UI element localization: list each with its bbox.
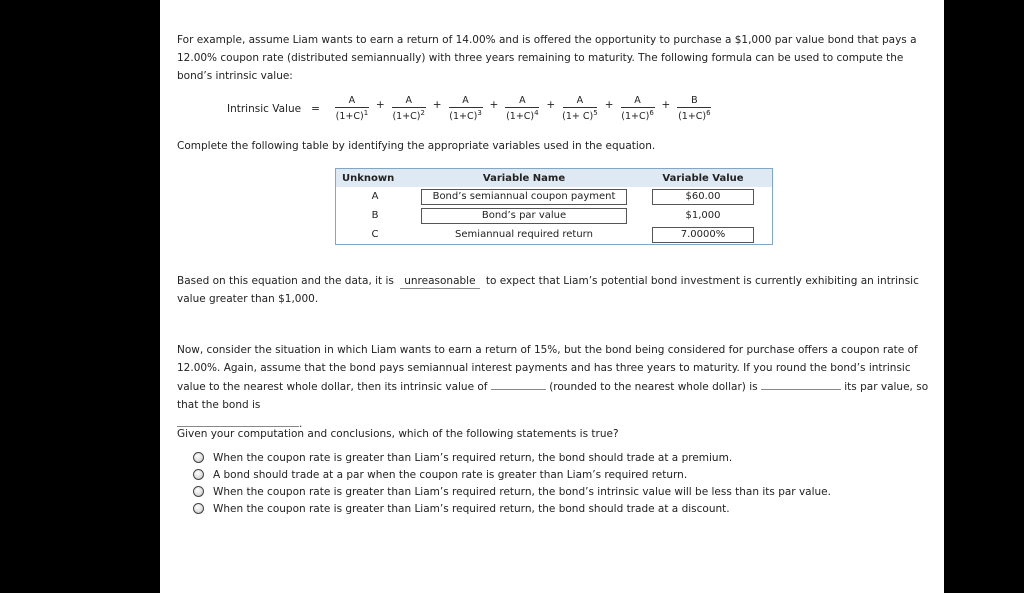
header-unknown: Unknown [336, 169, 414, 187]
reasonableness-dropdown[interactable]: unreasonable [400, 275, 480, 289]
intrinsic-value-dropdown[interactable] [491, 377, 546, 390]
option-4[interactable] [193, 500, 831, 517]
option-label: When the coupon rate is greater than Liam’s required return, the bond should trade at a discount. [213, 502, 730, 515]
fraction-6: $\frac{A}{(1+C)^6}$ [621, 95, 654, 123]
equation-label: Intrinsic Value [227, 103, 302, 115]
fraction-5: $\frac{A}{(1+ C)^5}$ [562, 95, 598, 123]
equals-sign: = [311, 103, 320, 115]
radio-button[interactable] [193, 452, 204, 463]
fraction-7: $\frac{B}{(1+C)^6}$ [678, 95, 711, 123]
intrinsic-value-equation [227, 92, 714, 126]
plus-sign: + [661, 99, 671, 111]
variable-name-dropdown[interactable]: Bond’s par value [421, 208, 627, 224]
plus-sign: + [489, 99, 499, 111]
header-variable-value: Variable Value [634, 169, 772, 187]
conclusion-paragraph: Based on this equation and the data, it is unreasonable to expect that Liam’s potential bond investment is currently exhibiting an intrinsic value greater than $1,000. [177, 275, 919, 305]
option-2[interactable] [193, 466, 831, 483]
option-3[interactable] [193, 483, 831, 500]
plus-sign: + [546, 99, 556, 111]
table-instruction: Complete the following table by identifying the appropriate variables used in the equation. [177, 140, 656, 152]
radio-button[interactable] [193, 469, 204, 480]
fraction-4: $\frac{A}{(1+C)^4}$ [506, 95, 539, 123]
question-text: Given your computation and conclusions, which of the following statements is true? [177, 428, 619, 440]
comparison-dropdown[interactable] [761, 377, 841, 390]
variable-value-cell: $1,000 [685, 210, 721, 221]
variable-value-dropdown[interactable]: 7.0000% [652, 227, 754, 243]
table-row [336, 206, 772, 225]
variable-value-dropdown[interactable]: $60.00 [652, 189, 754, 205]
table-row [336, 225, 772, 244]
header-variable-name: Variable Name [414, 169, 634, 187]
plus-sign: + [375, 99, 385, 111]
answer-options [193, 449, 831, 517]
unknown-cell: A [371, 191, 379, 202]
fraction-3: $\frac{A}{(1+C)^3}$ [449, 95, 482, 123]
unknown-cell: B [371, 210, 379, 221]
content-page [160, 0, 944, 593]
option-1[interactable] [193, 449, 831, 466]
table-row [336, 187, 772, 206]
variables-table [335, 168, 773, 245]
scenario-paragraph: Now, consider the situation in which Liam wants to earn a return of 15%, but the bond being considered for purchase offers a coupon rate of 12.00%. Again, assume that the bond pays semiannual interest payments and has three years to maturity. If you round the bond’s intrinsic value to the nearest whole dollar, then its intrinsic value of (rounded to the nearest whole dollar) is its par value, so that the bond is . [177, 344, 929, 430]
fraction-2: $\frac{A}{(1+C)^2}$ [392, 95, 425, 123]
option-label: When the coupon rate is greater than Liam’s required return, the bond should trade at a premium. [213, 451, 733, 464]
variable-name-dropdown[interactable]: Bond’s semiannual coupon payment [421, 189, 627, 205]
option-label: When the coupon rate is greater than Liam’s required return, the bond’s intrinsic value will be less than its par value. [213, 485, 831, 498]
plus-sign: + [604, 99, 614, 111]
unknown-cell: C [371, 229, 379, 240]
radio-button[interactable] [193, 503, 204, 514]
fraction-1: $\frac{A}{(1+C)^1}$ [335, 95, 369, 123]
intro-paragraph: For example, assume Liam wants to earn a return of 14.00% and is offered the opportunity to purchase a $1,000 par value bond that pays a 12.00% coupon rate (distributed semiannually) with three years remaining to maturity. The following formula can be used to compute the bond’s intrinsic value: [177, 34, 917, 82]
variable-name-cell: Semiannual required return [455, 229, 593, 240]
plus-sign: + [432, 99, 442, 111]
option-label: A bond should trade at a par when the coupon rate is greater than Liam’s required return. [213, 468, 688, 481]
radio-button[interactable] [193, 486, 204, 497]
